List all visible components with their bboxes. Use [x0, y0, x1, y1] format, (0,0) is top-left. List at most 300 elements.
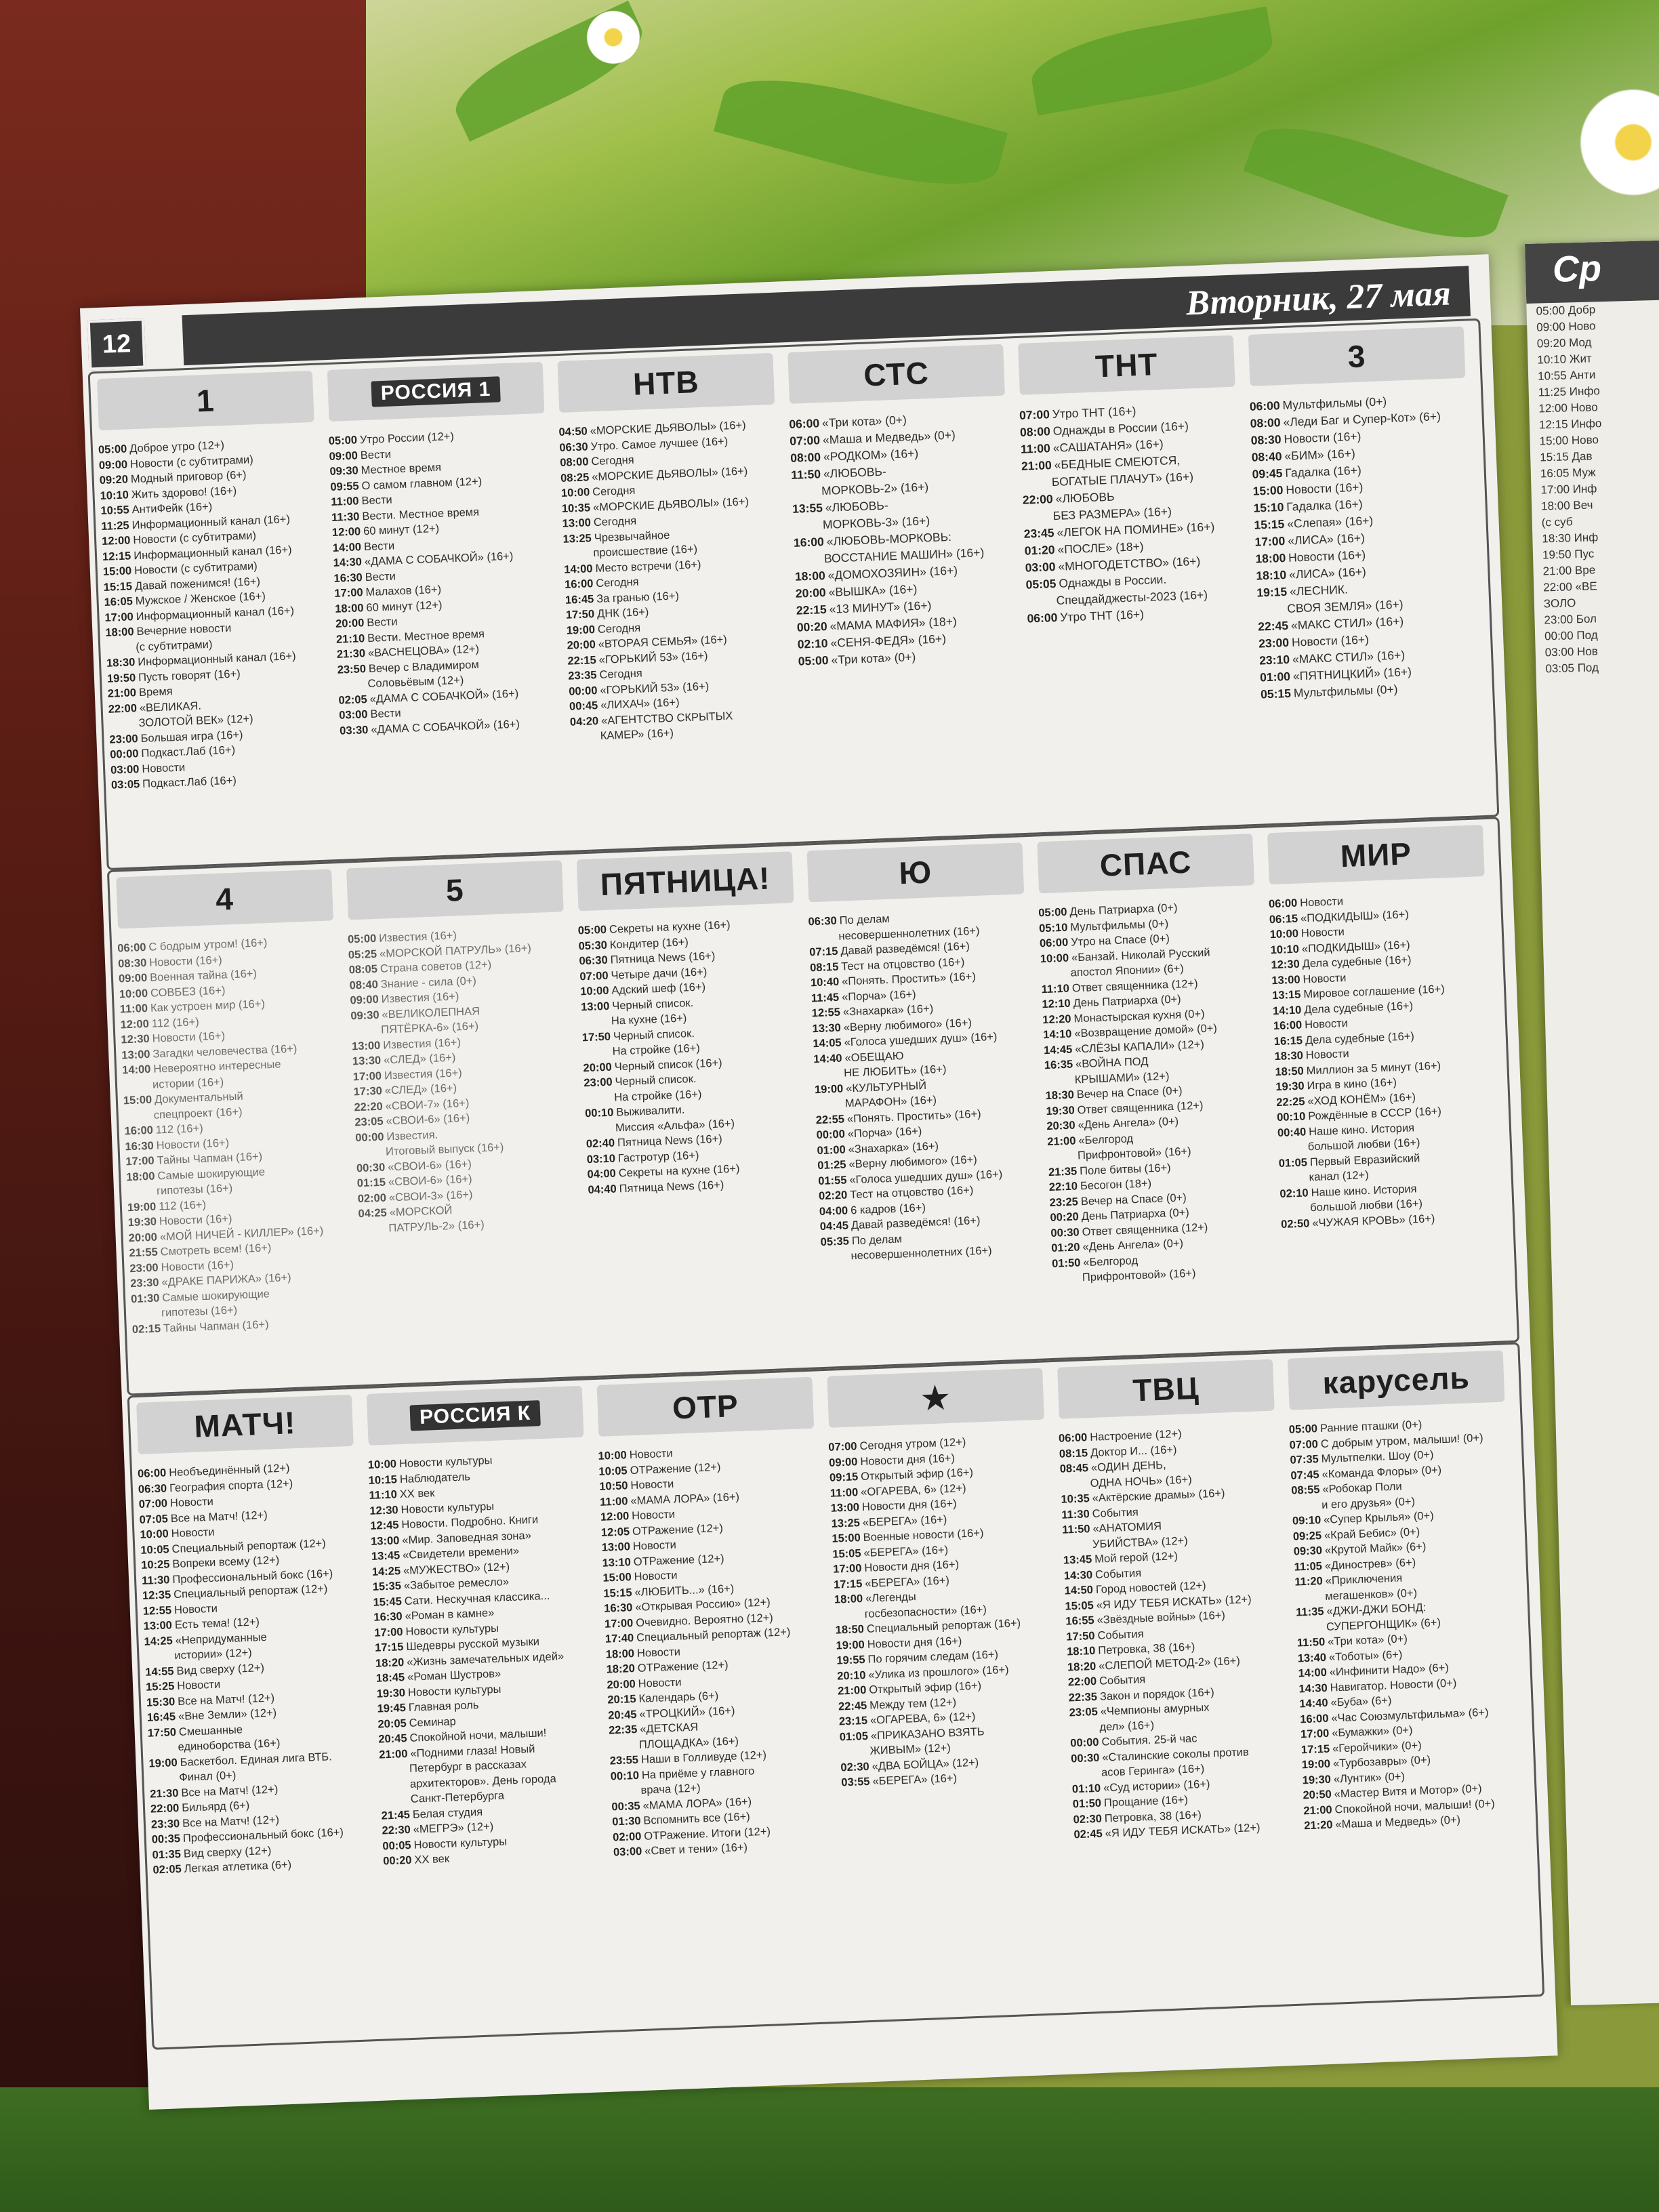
program-title: Информационный канал (16+) — [131, 512, 291, 531]
next-page-fragments — [1526, 299, 1659, 678]
program-time: 09:15 — [829, 1471, 859, 1484]
program-title: МАРАФОН» (16+) — [844, 1094, 937, 1110]
channel-column — [93, 365, 333, 794]
program-time — [338, 687, 365, 689]
program-time: 01:25 — [817, 1158, 846, 1172]
program-title: Пятница News (16+) — [619, 1178, 724, 1195]
program-title: Прифронтовой» (16+) — [1082, 1267, 1196, 1284]
program-title: Сегодня утром (12+) — [859, 1436, 966, 1453]
program-time: 13:10 — [602, 1555, 632, 1570]
program-time: 15:15 — [603, 1586, 632, 1600]
program-time: 00:00 — [109, 747, 139, 761]
program-title: Подкаст.Лаб (16+) — [141, 743, 236, 760]
next-page-line: 03:00 Нов — [1544, 644, 1599, 659]
program-time: 21:00 — [378, 1747, 408, 1761]
program-title: «МАМА ЛОРА» (16+) — [642, 1795, 752, 1812]
program-time: 01:10 — [1071, 1782, 1101, 1795]
program-time: 12:20 — [1042, 1012, 1071, 1026]
program-title: Главная роль — [408, 1698, 479, 1714]
program-time: 04:45 — [819, 1219, 849, 1233]
program-time — [1041, 977, 1068, 978]
program-time: 14:10 — [1272, 1004, 1302, 1017]
next-page-line: 12:00 Ново — [1538, 401, 1598, 415]
program-time — [150, 1781, 177, 1782]
program-title: О самом главном (12+) — [361, 474, 483, 492]
program-time: 16:00 — [564, 577, 594, 591]
program-time: 06:00 — [788, 416, 820, 431]
next-page-line: 19:50 Пус — [1542, 547, 1595, 562]
program-time: 06:30 — [559, 440, 588, 454]
program-title: «БИМ» (16+) — [1284, 446, 1356, 463]
program-title: Страна советов (12+) — [380, 958, 492, 975]
program-title: Вечер на Спасе (0+) — [1080, 1191, 1187, 1208]
program-time: 14:00 — [1298, 1666, 1328, 1680]
program-time: 11:30 — [1061, 1507, 1090, 1521]
program-time: 15:15 — [1254, 517, 1285, 532]
program-time: 15:10 — [1253, 500, 1284, 515]
program-time: 13:45 — [371, 1549, 401, 1563]
program-time: 07:00 — [1019, 407, 1050, 422]
program-time: 06:00 — [137, 1467, 167, 1480]
program-time: 19:00 — [148, 1756, 178, 1770]
program-time: 11:10 — [1041, 982, 1070, 996]
program-time: 02:40 — [586, 1136, 615, 1151]
channel-column — [112, 863, 353, 1337]
program-title: происшествие (16+) — [593, 543, 698, 560]
program-time: 17:30 — [353, 1084, 383, 1099]
program-time — [583, 1055, 610, 1057]
program-time: 08:25 — [560, 470, 590, 485]
program-time: 17:00 — [373, 1625, 403, 1639]
program-time: 07:00 — [138, 1497, 168, 1511]
program-title: «Приключения — [1325, 1572, 1403, 1587]
program-time: 08:30 — [117, 956, 147, 970]
leaf-decoration — [714, 60, 1008, 205]
program-time: 13:00 — [143, 1619, 173, 1633]
program-time: 02:00 — [612, 1830, 642, 1843]
program-title: «ДАМА С СОБАЧКОЙ» (16+) — [371, 718, 520, 736]
program-time: 13:00 — [121, 1048, 150, 1061]
program-title: Вести — [370, 707, 402, 720]
program-time: 23:00 — [1258, 635, 1290, 651]
program-title: Вести. Местное время — [367, 627, 485, 644]
program-time: 17:15 — [1300, 1742, 1330, 1756]
program-time: 17:00 — [1300, 1727, 1330, 1741]
program-title: 112 (16+) — [155, 1122, 204, 1136]
program-title: БЕЗ РАЗМЕРА» (16+) — [1052, 504, 1172, 523]
program-time: 08:15 — [1059, 1446, 1088, 1460]
program-time: 12:30 — [1271, 958, 1300, 972]
program-title: «БЕРЕГА» (16+) — [864, 1574, 950, 1590]
program-title: «День Ангела» (0+) — [1078, 1115, 1179, 1132]
program-title: Соловьёвым (12+) — [367, 674, 464, 691]
program-time: 10:10 — [1270, 943, 1300, 956]
program-time: 12:55 — [811, 1006, 841, 1020]
program-time — [127, 1195, 154, 1196]
program-time: 18:30 — [1045, 1088, 1075, 1103]
program-time: 23:00 — [109, 732, 138, 746]
program-title: «ДВА БОЙЦА» (12+) — [872, 1756, 979, 1773]
program-title: Вечер на Спасе (0+) — [1076, 1084, 1183, 1101]
program-time — [1279, 1181, 1307, 1182]
program-title: «Турбозавры» (0+) — [1332, 1754, 1431, 1770]
program-title: ПЯТЁРКА-6» (16+) — [380, 1020, 479, 1036]
program-title: Большая игра (16+) — [140, 728, 243, 745]
program-time: 00:35 — [151, 1832, 181, 1846]
program-title: Вести — [366, 615, 398, 630]
program-time: 11:25 — [101, 518, 129, 533]
program-time: 16:00 — [1299, 1712, 1329, 1725]
program-title: Документальный — [154, 1090, 243, 1106]
program-time: 02:20 — [818, 1189, 848, 1203]
program-time: 13:00 — [580, 1000, 610, 1013]
program-title: Тайны Чапман (16+) — [163, 1317, 269, 1334]
program-title: Специальный репортаж (12+) — [636, 1626, 791, 1644]
program-time: 17:00 — [125, 1154, 155, 1168]
program-title: Вид сверху (12+) — [183, 1844, 272, 1860]
program-time: 08:00 — [559, 455, 589, 469]
program-title: Петровка, 38 (16+) — [1098, 1641, 1195, 1657]
program-title: Сегодня — [599, 667, 643, 681]
program-title: «БЕРЕГА» (16+) — [863, 1543, 949, 1559]
program-title: 60 минут (12+) — [363, 522, 440, 538]
program-title: БОГАТЫЕ ПЛАЧУТ» (16+) — [1051, 470, 1194, 489]
program-time: 03:00 — [613, 1845, 642, 1859]
program-title: «ВАСНЕЦОВА» (12+) — [367, 642, 480, 660]
program-title: ОТРажение. Итоги (12+) — [644, 1825, 771, 1843]
program-title: Новости (16+) — [148, 954, 223, 969]
channel-logo-text: ★ — [920, 1379, 951, 1416]
program-time: 15:05 — [832, 1547, 861, 1561]
program-title: Новости (16+) — [1288, 548, 1366, 565]
program-time: 09:30 — [329, 464, 359, 478]
program-title: Ответ священника (12+) — [1082, 1221, 1208, 1238]
program-time — [145, 1659, 172, 1660]
program-title: «МАМА МАФИЯ» (18+) — [830, 614, 958, 633]
program-title: На стройке (16+) — [613, 1088, 702, 1104]
program-title: «Голоса ушедших душ» (16+) — [844, 1030, 998, 1049]
program-time: 16:55 — [1065, 1614, 1094, 1628]
program-time: 17:40 — [605, 1632, 634, 1645]
program-time: 00:30 — [356, 1161, 386, 1174]
program-title: 6 кадров (16+) — [850, 1201, 926, 1216]
program-time: 20:50 — [1303, 1788, 1332, 1802]
program-title: Черный список. — [613, 1027, 695, 1043]
program-title: Новости — [177, 1678, 221, 1692]
program-time: 19:55 — [836, 1654, 865, 1667]
channel-logo — [367, 1386, 584, 1446]
program-title: События — [1099, 1673, 1146, 1687]
program-time — [792, 495, 819, 496]
program-title: Мультфильмы (0+) — [1282, 394, 1387, 412]
program-title: «Я ИДУ ТЕБЯ ИСКАТЬ» (12+) — [1105, 1821, 1261, 1840]
program-title: «Крутой Майк» (6+) — [1324, 1540, 1427, 1557]
program-title: Новости дня (16+) — [860, 1452, 956, 1468]
program-time: 02:15 — [131, 1322, 161, 1336]
program-title: Бильярд (6+) — [181, 1799, 250, 1814]
program-time: 05:15 — [1260, 686, 1292, 701]
program-title: Гастротур (16+) — [617, 1149, 699, 1164]
program-time: 14:55 — [144, 1664, 174, 1679]
program-time: 06:30 — [579, 954, 609, 968]
program-time — [380, 1788, 407, 1789]
program-time: 16:15 — [1273, 1034, 1303, 1048]
program-time: 20:15 — [607, 1693, 636, 1706]
program-title: Дела судебные (16+) — [1302, 954, 1412, 970]
program-time: 00:20 — [796, 619, 827, 634]
program-time — [148, 1750, 176, 1752]
program-time: 19:30 — [1302, 1773, 1332, 1786]
program-time: 02:00 — [357, 1191, 387, 1205]
program-time: 20:10 — [836, 1668, 866, 1683]
program-time: 17:50 — [565, 608, 595, 621]
program-time — [1258, 613, 1285, 614]
program-time: 13:00 — [370, 1534, 400, 1548]
program-title: «ЛЕГОК НА ПОМИНЕ» (16+) — [1057, 519, 1215, 539]
program-time: 10:25 — [140, 1558, 170, 1572]
channel-logo-text: СТС — [863, 354, 930, 393]
program-title: Мультфильмы (0+) — [1293, 682, 1398, 700]
program-time: 09:00 — [98, 457, 128, 472]
program-title: «МОРСКИЕ ДЬЯВОЛЫ» (16+) — [591, 464, 748, 483]
program-time: 07:35 — [1290, 1453, 1319, 1467]
program-time: 02:30 — [840, 1760, 869, 1774]
next-page-line: 16:05 Муж — [1540, 466, 1596, 480]
program-time — [124, 1118, 151, 1120]
program-title: Пятница News (16+) — [610, 949, 716, 966]
program-title: Наблюдатель — [399, 1470, 471, 1486]
program-title: несовершеннолетних (16+) — [838, 924, 980, 943]
channel-logo-text: ТНТ — [1094, 346, 1159, 384]
program-title: Вечерние новости — [136, 621, 232, 638]
program-time: 15:00 — [602, 1571, 632, 1584]
program-time: 07:00 — [579, 969, 609, 983]
program-time: 11:20 — [1294, 1574, 1324, 1589]
next-page-line: 03:05 Под — [1545, 661, 1599, 676]
program-time: 05:00 — [577, 923, 607, 937]
program-title: Невероятно интересные — [153, 1058, 281, 1076]
program-time: 21:20 — [1303, 1818, 1333, 1832]
next-page-line: 17:00 Инф — [1540, 482, 1597, 497]
program-time: 16:30 — [373, 1610, 403, 1624]
program-time: 19:30 — [127, 1215, 157, 1229]
program-time: 20:45 — [607, 1708, 637, 1722]
program-title: Сегодня — [596, 575, 639, 590]
program-title: МОРКОВЬ-2» (16+) — [821, 480, 929, 498]
program-title: Белая студия — [412, 1805, 483, 1821]
tv-section-2 — [107, 817, 1519, 1395]
program-title: ВОССТАНИЕ МАШИН» (16+) — [823, 546, 985, 566]
program-title: «ВТОРАЯ СЕМЬЯ» (16+) — [598, 633, 728, 651]
program-title: ОТРажение (12+) — [637, 1658, 729, 1675]
tv-section-1 — [88, 319, 1500, 870]
program-title: Местное время — [361, 461, 442, 477]
program-time — [835, 1618, 862, 1619]
program-title: Финал (0+) — [178, 1769, 237, 1784]
program-time: 01:30 — [611, 1814, 641, 1828]
program-title: «ДАМА С СОБАЧКОЙ» (16+) — [369, 687, 519, 705]
channel-column — [592, 1371, 834, 1860]
program-time: 10:35 — [561, 501, 591, 515]
program-time: 19:00 — [836, 1638, 865, 1652]
program-title: врача (12+) — [640, 1782, 701, 1797]
program-time: 21:35 — [1048, 1164, 1078, 1179]
program-time: 00:20 — [382, 1853, 412, 1868]
program-time: 15:00 — [1252, 483, 1284, 498]
program-time: 04:00 — [587, 1167, 617, 1181]
program-time: 18:45 — [375, 1671, 405, 1685]
program-title: Новости — [630, 1477, 674, 1492]
program-title: большой любви (16+) — [1309, 1197, 1423, 1214]
program-title: «ПРИКАЗАНО ВЗЯТЬ — [870, 1725, 985, 1742]
program-time — [609, 1748, 636, 1750]
program-time: 20:00 — [567, 638, 596, 652]
program-time: 01:50 — [1051, 1256, 1081, 1270]
program-time: 17:15 — [833, 1577, 863, 1591]
program-time — [814, 1077, 841, 1078]
program-title: ОДНА НОЧЬ» (16+) — [1090, 1473, 1192, 1490]
program-title: На приёме у главного — [641, 1764, 755, 1782]
program-time: 12:00 — [101, 534, 131, 548]
program-time: 10:55 — [100, 504, 130, 518]
program-title: «Понять. Простить» (16+) — [846, 1107, 981, 1125]
program-title: Новости — [171, 1525, 215, 1540]
program-time — [815, 1107, 842, 1109]
program-time: 10:00 — [560, 486, 590, 499]
program-title: Давай разведёмся! (16+) — [851, 1214, 981, 1232]
program-title: «СЛЁЗЫ КАПАЛИ» (12+) — [1074, 1038, 1205, 1055]
program-title: Спокойной ночи, малыши! (0+) — [1334, 1797, 1496, 1816]
program-time: 15:15 — [103, 579, 133, 594]
channel-logo-text: НТВ — [632, 364, 700, 402]
program-time: 09:00 — [118, 971, 148, 985]
program-title: «ЛЮБИТЬ...» (16+) — [634, 1582, 735, 1599]
program-title: Все на Матч! (12+) — [177, 1691, 275, 1708]
program-title: «ЛЮБОВЬ- — [825, 498, 888, 514]
program-title: Доктор И... (16+) — [1090, 1443, 1177, 1459]
program-time: 14:30 — [1063, 1568, 1093, 1582]
program-title: мегашенков» (0+) — [1324, 1586, 1418, 1603]
next-page-line: 22:00 «ВЕ — [1543, 579, 1597, 594]
program-time: 22:45 — [1257, 618, 1289, 634]
channel-column — [132, 1389, 374, 1879]
program-title: Информационный канал (16+) — [133, 543, 292, 562]
program-time: 19:15 — [1256, 584, 1288, 600]
program-time: 01:20 — [1024, 543, 1055, 558]
program-title: Дела судебные (16+) — [1305, 1029, 1415, 1046]
program-time: 00:00 — [1070, 1736, 1099, 1750]
program-time: 18:00 — [605, 1647, 635, 1661]
program-time: 20:05 — [377, 1717, 407, 1731]
program-title: «ВОЙНА ПОД — [1075, 1055, 1149, 1071]
program-time: 08:05 — [348, 962, 378, 977]
program-title: Новости — [1303, 971, 1347, 985]
program-title: Город новостей (12+) — [1095, 1579, 1206, 1596]
program-time: 04:25 — [358, 1206, 388, 1221]
program-title: Утро на Спасе (0+) — [1070, 932, 1170, 949]
program-title: Малахов (16+) — [365, 583, 442, 599]
program-title: «СВОИ-6» (16+) — [387, 1158, 472, 1173]
program-title: Военные новости (16+) — [863, 1527, 984, 1544]
program-time: 20:00 — [128, 1231, 158, 1244]
channel-logo-text: 3 — [1347, 338, 1367, 375]
program-title: Все на Матч! (12+) — [181, 1782, 279, 1799]
program-time: 23:35 — [568, 669, 597, 682]
program-time: 02:05 — [152, 1862, 182, 1877]
program-title: Вопреки всему (12+) — [172, 1554, 280, 1571]
program-title: Прифронтовой» (16+) — [1077, 1145, 1191, 1162]
program-title: Новости (16+) — [1285, 480, 1364, 497]
next-page-line: 11:25 Инфо — [1538, 384, 1601, 399]
program-title: «Непридуманные — [175, 1631, 268, 1647]
program-time — [109, 726, 136, 728]
program-title: «ЛЮБОВЬ — [1055, 489, 1115, 506]
program-time: 16:35 — [1044, 1058, 1073, 1072]
program-time: 04:00 — [819, 1204, 848, 1218]
program-time: 00:10 — [610, 1769, 640, 1783]
program-time: 23:50 — [337, 662, 367, 676]
program-time: 14:10 — [1042, 1027, 1072, 1042]
program-time: 18:20 — [1067, 1660, 1097, 1674]
next-page-line: (с суб — [1541, 515, 1573, 529]
date-title: Вторник, 27 мая — [1185, 274, 1452, 323]
program-title: Черный список. — [611, 996, 694, 1012]
program-title: «СВОИ-7» (16+) — [385, 1097, 470, 1113]
program-time: 05:00 — [347, 932, 377, 946]
program-title: Утро ТНТ (16+) — [1059, 607, 1145, 624]
program-time: 17:00 — [334, 586, 363, 600]
program-title: «МОЙ НИЧЕЙ - КИЛЛЕР» (16+) — [159, 1224, 324, 1243]
program-title: «ОДИН ДЕНЬ, — [1090, 1458, 1166, 1474]
program-title: Шедевры русской музыки — [406, 1635, 540, 1653]
program-time: 19:00 — [127, 1200, 157, 1214]
program-title: Новости — [169, 1495, 214, 1510]
program-time — [1281, 1211, 1308, 1212]
program-time: 16:45 — [146, 1711, 176, 1724]
program-title: События — [1094, 1566, 1142, 1581]
program-title: Военная тайна (16+) — [149, 967, 258, 984]
program-time: 13:00 — [351, 1039, 381, 1052]
program-time: 22:00 — [150, 1802, 180, 1816]
next-page-line: 00:00 Под — [1544, 628, 1598, 643]
program-time: 23:05 — [1069, 1705, 1099, 1719]
program-title: ДНК (16+) — [596, 606, 649, 621]
next-page-line: 10:55 Анти — [1537, 368, 1596, 383]
program-title: Секреты на кухне (16+) — [618, 1162, 740, 1180]
program-title: «Знахарка» (16+) — [842, 1002, 934, 1019]
program-title: Однажды в России (16+) — [1052, 419, 1189, 438]
program-time: 14:40 — [1299, 1696, 1328, 1711]
program-title: Место встречи (16+) — [595, 558, 701, 575]
program-time: 21:00 — [1046, 1134, 1076, 1148]
program-title: «Буба» (6+) — [1330, 1694, 1392, 1709]
program-title: Известия (16+) — [381, 990, 459, 1006]
program-title: несовершеннолетних (16+) — [851, 1244, 992, 1263]
program-time: 06:00 — [1027, 610, 1058, 626]
program-title: Вспомнить все (16+) — [643, 1810, 751, 1827]
program-title: КАМЕР» (16+) — [600, 726, 674, 742]
program-time: 17:50 — [147, 1725, 177, 1740]
program-time: 03:55 — [840, 1775, 870, 1789]
program-title: Новости (16+) — [1284, 429, 1361, 446]
program-title: единоборства (16+) — [178, 1737, 281, 1754]
program-title: Утро. Самое лучшее (16+) — [590, 434, 729, 453]
program-time: 08:45 — [1059, 1462, 1089, 1475]
program-title: «Бумажки» (0+) — [1331, 1724, 1413, 1740]
program-time: 00:10 — [1276, 1110, 1306, 1124]
program-title: «ДЕТСКАЯ — [639, 1721, 699, 1736]
program-title: «Верну любимого» (16+) — [848, 1153, 977, 1171]
